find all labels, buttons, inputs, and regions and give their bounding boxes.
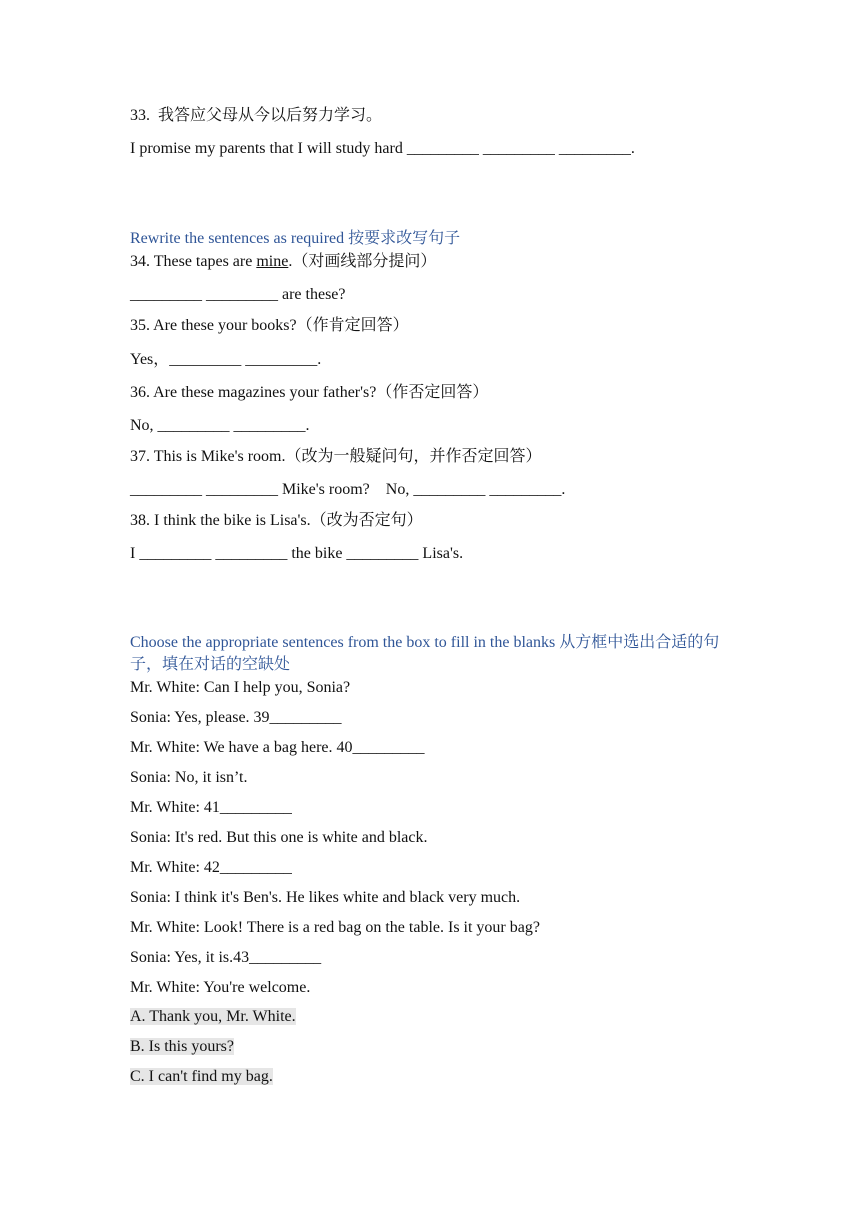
q34-prompt-before: 34. These tapes are [130, 253, 257, 270]
dialogue-line: Sonia: I think it's Ben's. He likes white and black very much. [130, 889, 521, 906]
option-b [130, 1037, 234, 1057]
q37-answer: _________ _________ Mike's room? No, _________ _________. [130, 481, 566, 498]
rewrite-heading: Rewrite the sentences as required 按要求改写句子 [130, 230, 461, 247]
q36-prompt: 36. Are these magazines your father's?（作否定回答） [130, 384, 489, 401]
q38-prompt: 38. I think the bike is Lisa's.（改为否定句） [130, 512, 423, 529]
q35-answer: Yes，_________ _________. [130, 351, 322, 368]
dialogue-line: Sonia: Yes, it is.43_________ [130, 949, 322, 966]
option-b-text: B. Is this yours? [130, 1038, 234, 1055]
option-c [130, 1067, 273, 1087]
q36-answer: No, _________ _________. [130, 417, 310, 434]
dialogue-line: Mr. White: You're welcome. [130, 979, 311, 996]
option-c-text: C. I can't find my bag. [130, 1068, 273, 1085]
q34-prompt [130, 252, 436, 272]
dialogue-line: Sonia: Yes, please. 39_________ [130, 709, 342, 726]
q34-underlined-word: mine [256, 253, 289, 270]
q33-prompt: 33. 我答应父母从今以后努力学习。 [130, 107, 383, 124]
q34-prompt-after: .（对画线部分提问） [288, 253, 437, 270]
dialogue-line: Mr. White: 42_________ [130, 859, 292, 876]
q33-answer: I promise my parents that I will study hard _________ _________ _________. [130, 140, 635, 157]
q38-answer: I _________ _________ the bike _________ Lisa's. [130, 545, 464, 562]
dialogue-line: Sonia: No, it isn’t. [130, 769, 248, 786]
q34-answer: _________ _________ are these? [130, 286, 346, 303]
q35-prompt: 35. Are these your books?（作肯定回答） [130, 317, 409, 334]
option-a-text: A. Thank you, Mr. White. [130, 1008, 296, 1025]
dialogue-line: Sonia: It's red. But this one is white and black. [130, 829, 428, 846]
dialogue-line: Mr. White: 41_________ [130, 799, 292, 816]
dialogue-line: Mr. White: We have a bag here. 40_________ [130, 739, 425, 756]
q37-prompt: 37. This is Mike's room.（改为一般疑问句，并作否定回答） [130, 448, 542, 465]
dialogue-line: Mr. White: Look! There is a red bag on the table. Is it your bag? [130, 919, 540, 936]
dialogue-heading: Choose the appropriate sentences from the box to fill in the blanks 从方框中选出合适的句子，填在对话的空缺处 [130, 634, 720, 673]
dialogue-line: Mr. White: Can I help you, Sonia? [130, 679, 351, 696]
option-a [130, 1007, 296, 1027]
